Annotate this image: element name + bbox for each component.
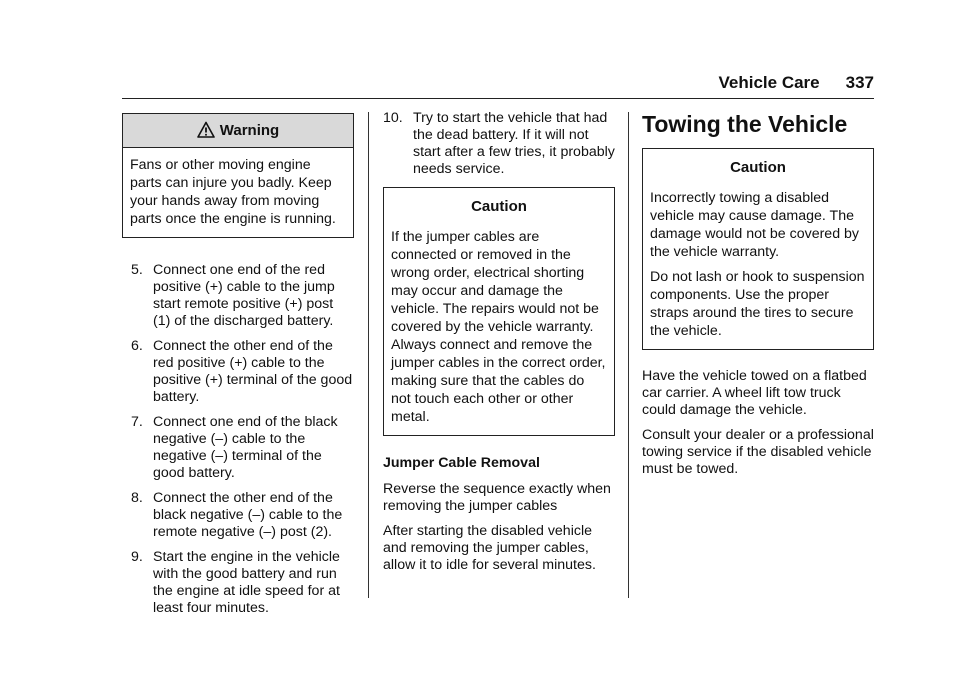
caution-box-jumper	[383, 187, 615, 436]
warning-triangle-icon	[197, 118, 215, 151]
paragraph: Have the vehicle towed on a flatbed car carrier. A wheel lift tow truck could damage the vehicle.	[642, 368, 867, 418]
list-item: 5. Connect one end of the red positive (+) cable to the jump start remote positive (+) post (1) of the discharged battery.	[131, 262, 335, 329]
towing-section-title: Towing the Vehicle	[642, 111, 848, 137]
paragraph: Consult your dealer or a professional towing service if the disabled vehicle must be towed.	[642, 427, 874, 477]
caution-text: Do not lash or hook to suspension components. Use the proper straps around the tires to secure the vehicle.	[650, 269, 865, 339]
column-divider-1	[368, 112, 369, 598]
warning-box	[122, 113, 354, 238]
caution-box-towing	[642, 148, 874, 350]
paragraph: Reverse the sequence exactly when removing the jumper cables	[383, 481, 611, 514]
warning-body	[123, 148, 353, 237]
paragraph: After starting the disabled vehicle and removing the jumper cables, allow it to idle for several minutes.	[383, 523, 596, 573]
warning-header	[123, 114, 353, 148]
caution-body	[643, 185, 873, 349]
warning-text: Fans or other moving engine parts can injure you badly. Keep your hands away from moving parts once the engine is running.	[130, 157, 336, 227]
column-divider-2	[628, 112, 629, 598]
caution-header: Caution	[730, 159, 786, 176]
page-number: 337	[845, 73, 874, 92]
steps-list-2	[383, 110, 615, 178]
list-item: 7. Connect one end of the black negative (–) cable to the negative (–) terminal of the good battery.	[131, 414, 338, 481]
list-item: 6. Connect the other end of the red positive (+) cable to the positive (+) terminal of the good battery.	[131, 338, 353, 405]
column-2	[383, 110, 615, 582]
list-item: 10. Try to start the vehicle that had the dead battery. If it will not start after a few tries, it probably needs service.	[383, 110, 615, 177]
section-title: Vehicle Care	[718, 73, 820, 92]
column-3	[642, 110, 874, 486]
header-rule	[122, 98, 874, 99]
page-header	[122, 72, 874, 94]
caution-body	[384, 224, 614, 435]
jumper-cable-removal-heading: Jumper Cable Removal	[383, 455, 540, 471]
caution-text: If the jumper cables are connected or removed in the wrong order, electrical shorting may occur and damage the vehicle. The repairs would not be covered by the vehicle warranty. Always connect and remove the jumper cables in the correct order, making sure that the cables do not touch each other or other metal.	[391, 229, 606, 425]
list-item: 8. Connect the other end of the black negative (–) cable to the remote negative (–) post (2).	[131, 490, 343, 540]
caution-text: Incorrectly towing a disabled vehicle may cause damage. The damage would not be covered by the vehicle warranty.	[650, 190, 860, 260]
list-item: 9. Start the engine in the vehicle with the good battery and run the engine at idle speed for at least four minutes.	[131, 549, 340, 616]
warning-title: Warning	[219, 122, 280, 139]
column-1	[122, 110, 354, 625]
steps-list-1	[122, 262, 354, 617]
caution-header: Caution	[471, 198, 527, 215]
